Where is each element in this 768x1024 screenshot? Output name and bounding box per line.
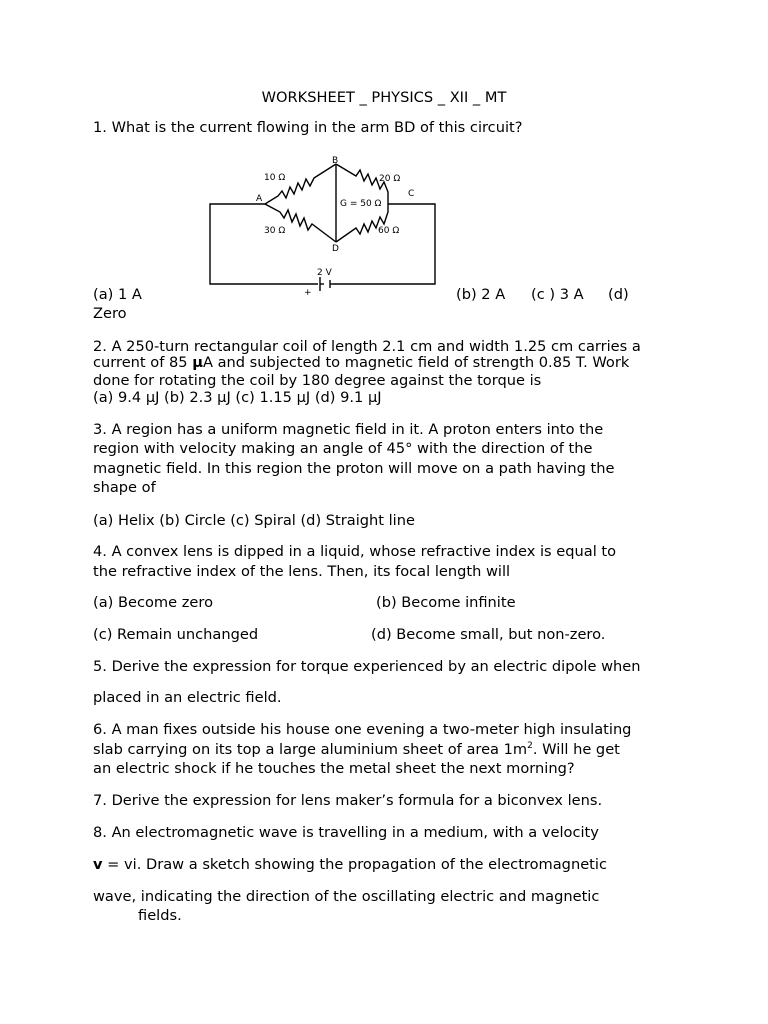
resistor-ad (265, 204, 336, 242)
question-2-line-1: 2. A 250-turn rectangular coil of length 2.1 cm and width 1.25 cm carries a (93, 338, 641, 355)
resistor-dc-label: 60 Ω (378, 226, 400, 236)
question-1: 1. What is the current flowing in the arm BD of this circuit? (93, 119, 523, 136)
q1-option-a: (a) 1 A (93, 286, 142, 303)
battery-label: 2 V (317, 268, 332, 278)
question-3-line-4: shape of (93, 479, 156, 496)
galvanometer-label: G = 50 Ω (340, 199, 382, 209)
q1-option-c: (c ) 3 A (531, 286, 584, 303)
battery-sign-label: + (304, 288, 312, 296)
node-d-label: D (332, 244, 339, 254)
resistor-bc-label: 20 Ω (379, 174, 401, 184)
question-5-line-1: 5. Derive the expression for torque experienced by an electric dipole when (93, 658, 641, 675)
question-5-line-2: placed in an electric field. (93, 689, 282, 706)
question-8-line-1: 8. An electromagnetic wave is travelling in a medium, with a velocity (93, 824, 599, 841)
node-c-label: C (408, 189, 415, 199)
question-2-options: (a) 9.4 μJ (b) 2.3 μJ (c) 1.15 μJ (d) 9.1 μJ (93, 389, 382, 406)
question-4-line-1: 4. A convex lens is dipped in a liquid, whose refractive index is equal to (93, 543, 617, 560)
question-3-line-3: magnetic field. In this region the proton will move on a path having the (93, 460, 615, 477)
node-a-label: A (256, 194, 263, 204)
question-3-line-2: region with velocity making an angle of 45° with the direction of the (93, 440, 593, 457)
question-7: 7. Derive the expression for lens maker’s formula for a biconvex lens. (93, 792, 603, 809)
q4-option-b: (b) Become infinite (376, 594, 516, 611)
q1-option-d: (d) (608, 286, 629, 303)
question-8-line-4: fields. (138, 907, 182, 924)
node-b-label: B (332, 156, 339, 166)
resistor-ab-label: 10 Ω (264, 173, 286, 183)
resistor-bc (336, 164, 388, 204)
question-6-line-1: 6. A man fixes outside his house one evening a two-meter high insulating (93, 721, 632, 738)
resistor-ab (265, 164, 336, 204)
resistor-ad-label: 30 Ω (264, 226, 286, 236)
question-6-line-3: an electric shock if he touches the metal sheet the next morning? (93, 760, 575, 777)
wheatstone-bridge-circuit-diagram (198, 154, 440, 296)
q4-option-d: (d) Become small, but non-zero. (371, 626, 606, 643)
question-2-line-2: current of 85 μA and subjected to magnetic field of strength 0.85 T. Work (93, 354, 630, 371)
page-title: WORKSHEET _ PHYSICS _ XII _ MT (261, 89, 507, 106)
wire-right-loop (333, 204, 435, 284)
question-3-line-1: 3. A region has a uniform magnetic field in it. A proton enters into the (93, 421, 604, 438)
q1-option-b: (b) 2 A (456, 286, 506, 303)
q4-option-a: (a) Become zero (93, 594, 213, 611)
question-2-line-3: done for rotating the coil by 180 degree against the torque is (93, 372, 542, 389)
question-8-line-3: wave, indicating the direction of the oscillating electric and magnetic (93, 888, 600, 905)
resistor-dc (336, 204, 388, 242)
q1-option-d-continued: Zero (93, 305, 127, 322)
wire-left-loop (210, 204, 318, 284)
q4-option-c: (c) Remain unchanged (93, 626, 259, 643)
question-8-line-2: v = vi̇. Draw a sketch showing the propagation of the electromagnetic (93, 856, 607, 873)
question-4-line-2: the refractive index of the lens. Then, its focal length will (93, 563, 511, 580)
question-6-line-2: slab carrying on its top a large aluminium sheet of area $1m^2$. Will he get (93, 741, 620, 758)
question-3-options: (a) Helix (b) Circle (c) Spiral (d) Straight line (93, 512, 415, 529)
